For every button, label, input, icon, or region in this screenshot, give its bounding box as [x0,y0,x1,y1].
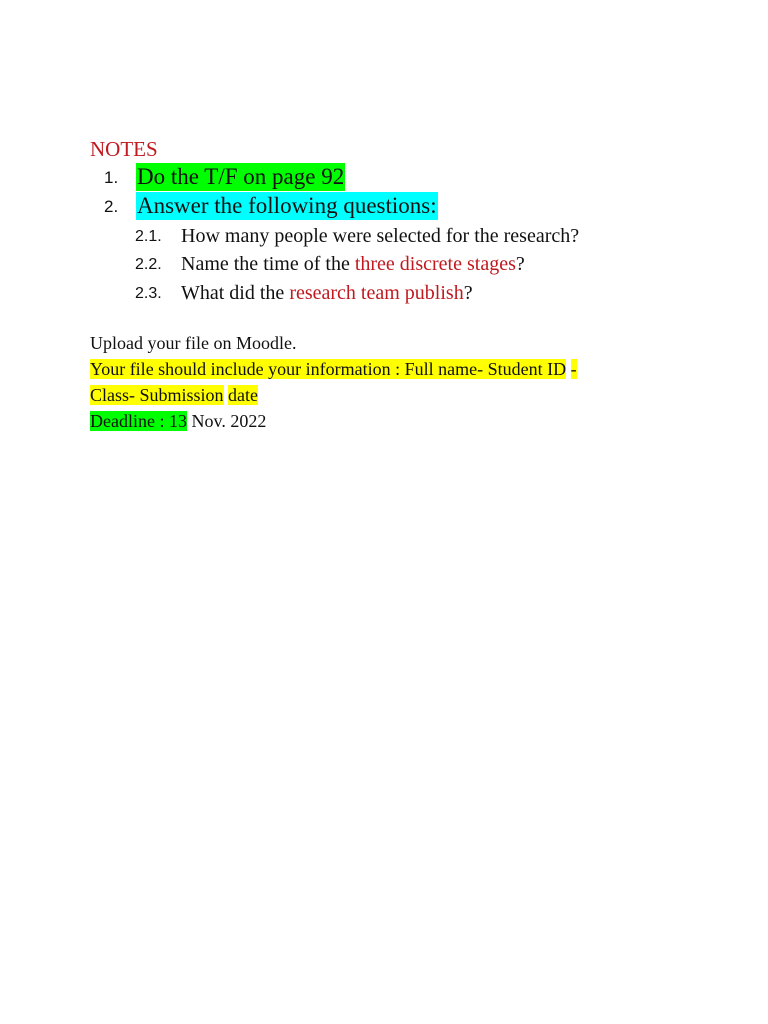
notes-heading: NOTES [90,137,158,161]
sub-list-item-text [181,280,473,306]
list-item-text: Do the T/F on page 92 [137,164,345,189]
question-keyword: three discrete stages [354,253,516,275]
info-text: Class- Submission [90,385,224,405]
upload-instruction: Upload your file on Moodle. [90,333,297,353]
deadline-date: Nov. 2022 [186,411,267,431]
info-text-date: date [228,385,259,405]
question-text: How many people were selected for the research? [181,225,580,247]
deadline-line [90,409,266,433]
info-instruction-line-1 [90,357,577,381]
sub-list-item-text [181,251,525,277]
question-text: Name the time of the [181,253,355,275]
info-dash: - [570,359,577,379]
info-text: Your file should include your information : Full name- Student ID [90,359,567,379]
sub-list-item-text [181,223,579,249]
question-text: What did the [181,282,290,304]
question-keyword: research team publish [289,282,464,304]
sub-list-item-number: 2.3. [135,285,162,302]
sub-list-item-number: 2.2. [135,256,162,273]
question-mark: ? [515,253,525,275]
list-item-number: 2. [104,197,119,216]
list-item-text: Answer the following questions: [137,193,437,218]
list-item-number: 1. [104,168,119,187]
question-mark: ? [463,282,473,304]
sub-list-item-number: 2.1. [135,228,162,245]
info-instruction-line-2 [90,383,258,407]
deadline-label: Deadline : 13 [90,411,187,431]
